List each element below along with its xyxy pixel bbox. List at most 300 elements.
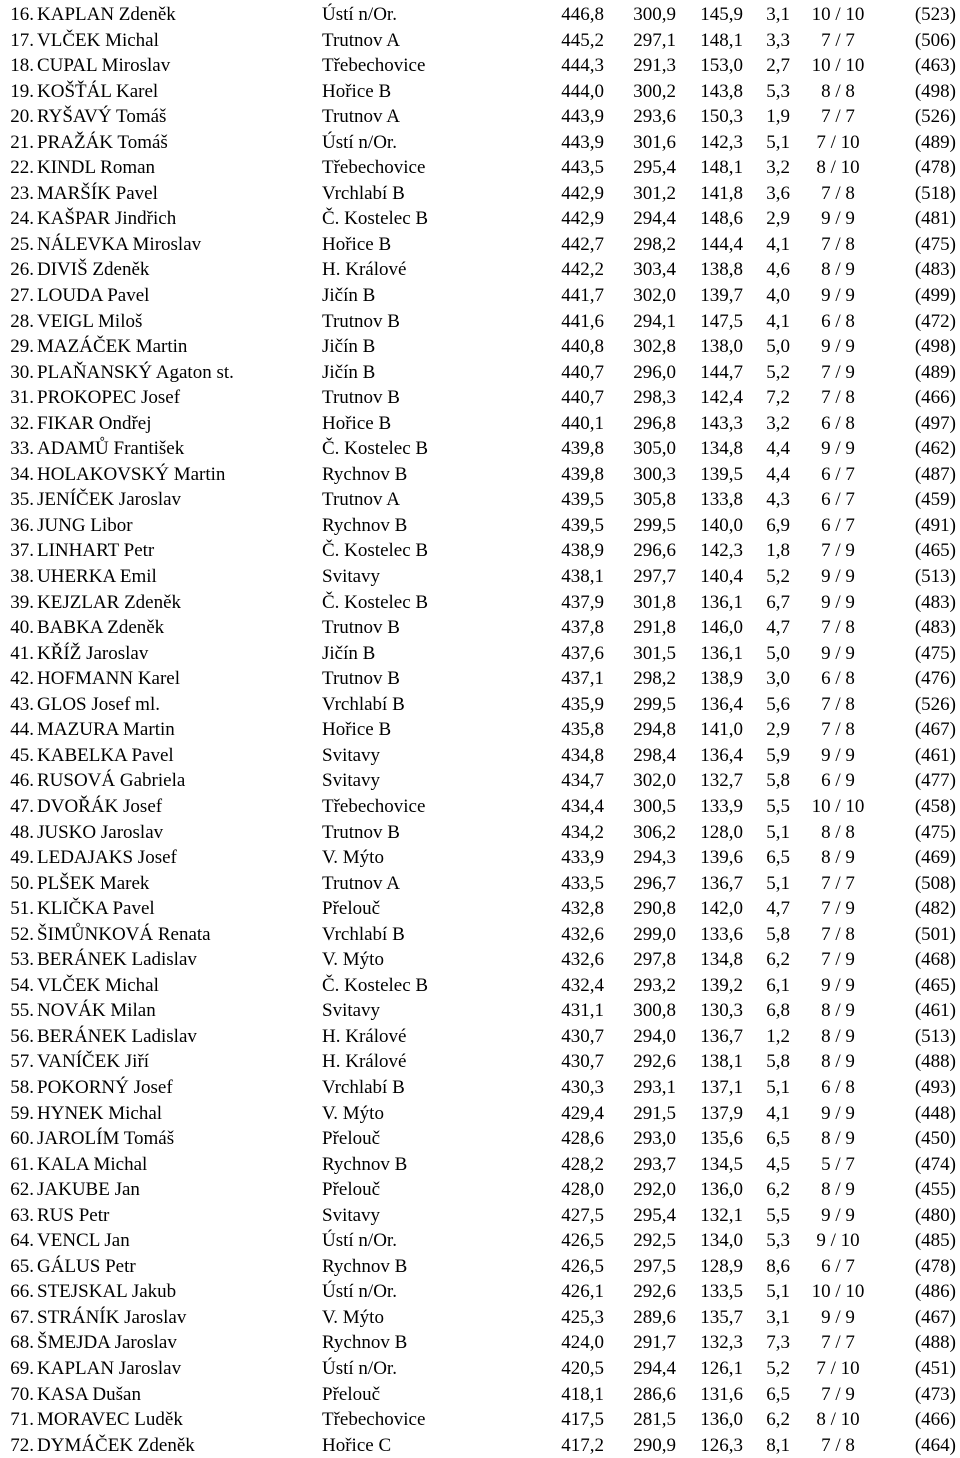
average-full: 305,8	[633, 489, 676, 511]
rank: 23.	[10, 182, 34, 204]
rank: 30.	[10, 361, 34, 383]
rank: 46.	[10, 770, 34, 792]
games-played: 7 / 9	[821, 361, 855, 383]
average-clearing: 137,9	[700, 1102, 743, 1124]
average-misses: 4,6	[766, 259, 790, 281]
table-row	[0, 922, 960, 948]
average-full: 301,8	[633, 591, 676, 613]
average-full: 299,5	[633, 514, 676, 536]
player-name: STRÁNÍK Jaroslav	[37, 1306, 187, 1328]
player-name: KLIČKA Pavel	[37, 898, 155, 920]
rank: 43.	[10, 693, 34, 715]
average-total: 439,5	[561, 514, 604, 536]
average-clearing: 134,8	[700, 438, 743, 460]
rank: 40.	[10, 617, 34, 639]
average-misses: 8,6	[766, 1255, 790, 1277]
club: Trutnov A	[322, 489, 400, 511]
table-row	[0, 845, 960, 871]
average-clearing: 136,7	[700, 872, 743, 894]
rank: 54.	[10, 974, 34, 996]
rank: 59.	[10, 1102, 34, 1124]
player-name: DIVIŠ Zdeněk	[37, 259, 150, 281]
games-played: 7 / 9	[821, 898, 855, 920]
average-full: 298,2	[633, 668, 676, 690]
average-clearing: 133,6	[700, 923, 743, 945]
rank: 20.	[10, 106, 34, 128]
player-name: NOVÁK Milan	[37, 1000, 156, 1022]
rank: 44.	[10, 719, 34, 741]
player-name: VLČEK Michal	[37, 974, 159, 996]
best-result: (499)	[914, 285, 956, 307]
best-result: (448)	[914, 1102, 956, 1124]
player-name: VENCL Jan	[37, 1230, 130, 1252]
best-result: (472)	[914, 310, 956, 332]
table-row	[0, 1075, 960, 1101]
rank: 51.	[10, 898, 34, 920]
best-result: (483)	[914, 591, 956, 613]
games-played: 8 / 9	[821, 847, 855, 869]
games-played: 9 / 9	[821, 1306, 855, 1328]
club: H. Králové	[322, 1025, 407, 1047]
rank: 29.	[10, 336, 34, 358]
best-result: (501)	[914, 923, 956, 945]
table-row	[0, 283, 960, 309]
player-name: NÁLEVKA Miroslav	[37, 233, 202, 255]
rank: 35.	[10, 489, 34, 511]
player-name: PLAŇANSKÝ Agaton st.	[37, 361, 234, 383]
average-full: 299,5	[633, 693, 676, 715]
player-name: CUPAL Miroslav	[37, 55, 171, 77]
club: Třebechovice	[322, 795, 426, 817]
average-total: 434,2	[561, 821, 604, 843]
table-row	[0, 1152, 960, 1178]
average-full: 301,2	[633, 182, 676, 204]
player-name: KAPLAN Zdeněk	[37, 4, 176, 25]
average-clearing: 128,9	[700, 1255, 743, 1277]
club: Ústí n/Or.	[322, 1357, 397, 1379]
games-played: 9 / 9	[821, 1204, 855, 1226]
table-row	[0, 1305, 960, 1331]
player-name: MAZÁČEK Martin	[37, 336, 188, 358]
games-played: 9 / 9	[821, 642, 855, 664]
rank: 33.	[10, 438, 34, 460]
club: Rychnov B	[322, 1332, 408, 1354]
table-row	[0, 1024, 960, 1050]
average-total: 433,5	[561, 872, 604, 894]
average-clearing: 144,7	[700, 361, 743, 383]
player-name: KEJZLAR Zdeněk	[37, 591, 182, 613]
average-clearing: 128,0	[700, 821, 743, 843]
best-result: (488)	[914, 1332, 956, 1354]
average-misses: 8,1	[766, 1434, 790, 1456]
average-misses: 6,9	[766, 514, 790, 536]
table-row	[0, 896, 960, 922]
average-full: 299,0	[633, 923, 676, 945]
club: V. Mýto	[322, 949, 384, 971]
average-full: 297,1	[633, 29, 676, 51]
best-result: (475)	[914, 821, 956, 843]
best-result: (485)	[914, 1230, 956, 1252]
games-played: 7 / 7	[821, 1332, 855, 1354]
average-full: 296,7	[633, 872, 676, 894]
average-misses: 4,1	[766, 233, 790, 255]
average-total: 431,1	[561, 1000, 604, 1022]
average-full: 293,0	[633, 1128, 676, 1150]
club: Svitavy	[322, 770, 381, 792]
average-misses: 5,8	[766, 770, 790, 792]
average-clearing: 148,6	[700, 208, 743, 230]
table-row	[0, 155, 960, 181]
average-clearing: 136,0	[700, 1409, 743, 1431]
average-full: 291,7	[633, 1332, 676, 1354]
table-row	[0, 257, 960, 283]
table-row	[0, 615, 960, 641]
best-result: (455)	[914, 1179, 956, 1201]
average-misses: 5,5	[766, 795, 790, 817]
average-full: 297,5	[633, 1255, 676, 1277]
average-full: 296,8	[633, 412, 676, 434]
player-name: VLČEK Michal	[37, 29, 159, 51]
player-name: LEDAJAKS Josef	[37, 847, 177, 869]
table-row	[0, 1356, 960, 1382]
games-played: 9 / 9	[821, 591, 855, 613]
average-misses: 5,8	[766, 1051, 790, 1073]
average-clearing: 141,0	[700, 719, 743, 741]
average-clearing: 148,1	[700, 157, 743, 179]
average-clearing: 131,6	[700, 1383, 743, 1405]
player-name: JENÍČEK Jaroslav	[37, 489, 182, 511]
average-total: 426,5	[561, 1230, 604, 1252]
average-misses: 5,3	[766, 1230, 790, 1252]
best-result: (468)	[914, 949, 956, 971]
club: Trutnov B	[322, 821, 400, 843]
club: Jičín B	[322, 336, 376, 358]
average-misses: 3,2	[766, 412, 790, 434]
average-clearing: 142,3	[700, 131, 743, 153]
average-clearing: 138,1	[700, 1051, 743, 1073]
average-clearing: 136,7	[700, 1025, 743, 1047]
average-total: 420,5	[561, 1357, 604, 1379]
table-row	[0, 462, 960, 488]
rank: 63.	[10, 1204, 34, 1226]
games-played: 7 / 8	[821, 1434, 855, 1456]
average-misses: 3,6	[766, 182, 790, 204]
average-total: 435,9	[561, 693, 604, 715]
average-misses: 5,8	[766, 923, 790, 945]
table-row	[0, 1049, 960, 1075]
average-full: 297,7	[633, 566, 676, 588]
table-row	[0, 232, 960, 258]
average-clearing: 133,8	[700, 489, 743, 511]
average-total: 434,4	[561, 795, 604, 817]
table-row	[0, 487, 960, 513]
rank: 42.	[10, 668, 34, 690]
average-full: 300,8	[633, 1000, 676, 1022]
average-total: 443,9	[561, 131, 604, 153]
best-result: (473)	[914, 1383, 956, 1405]
table-row	[0, 717, 960, 743]
rank: 71.	[10, 1409, 34, 1431]
rank: 37.	[10, 540, 34, 562]
rank: 72.	[10, 1434, 34, 1456]
table-row	[0, 1279, 960, 1305]
average-full: 302,0	[633, 285, 676, 307]
table-row	[0, 1177, 960, 1203]
average-full: 293,2	[633, 974, 676, 996]
club: Č. Kostelec B	[322, 540, 429, 562]
club: Ústí n/Or.	[322, 4, 397, 25]
average-total: 444,0	[561, 80, 604, 102]
rank: 39.	[10, 591, 34, 613]
rank: 22.	[10, 157, 34, 179]
rank: 66.	[10, 1281, 34, 1303]
rank: 16.	[10, 4, 34, 25]
best-result: (482)	[914, 898, 956, 920]
best-result: (497)	[914, 412, 956, 434]
average-clearing: 136,1	[700, 591, 743, 613]
rank: 49.	[10, 847, 34, 869]
games-played: 7 / 10	[816, 131, 860, 153]
best-result: (450)	[914, 1128, 956, 1150]
rank: 36.	[10, 514, 34, 536]
games-played: 8 / 8	[821, 80, 855, 102]
best-result: (489)	[914, 131, 956, 153]
average-clearing: 142,4	[700, 387, 743, 409]
average-total: 442,2	[561, 259, 604, 281]
average-total: 439,5	[561, 489, 604, 511]
best-result: (469)	[914, 847, 956, 869]
average-clearing: 139,5	[700, 463, 743, 485]
average-clearing: 139,2	[700, 974, 743, 996]
average-full: 294,4	[633, 208, 676, 230]
games-played: 7 / 9	[821, 1383, 855, 1405]
club: Hořice B	[322, 80, 392, 102]
games-played: 9 / 9	[821, 438, 855, 460]
club: Ústí n/Or.	[322, 131, 397, 153]
average-total: 430,7	[561, 1025, 604, 1047]
player-name: KASA Dušan	[37, 1383, 141, 1405]
average-full: 301,6	[633, 131, 676, 153]
games-played: 6 / 7	[821, 489, 855, 511]
table-row	[0, 360, 960, 386]
table-row	[0, 181, 960, 207]
average-full: 293,1	[633, 1076, 676, 1098]
rank: 19.	[10, 80, 34, 102]
rank: 62.	[10, 1179, 34, 1201]
table-row	[0, 2, 960, 28]
average-clearing: 147,5	[700, 310, 743, 332]
average-clearing: 132,7	[700, 770, 743, 792]
best-result: (463)	[914, 55, 956, 77]
average-clearing: 143,3	[700, 412, 743, 434]
average-total: 432,4	[561, 974, 604, 996]
average-total: 443,5	[561, 157, 604, 179]
average-total: 439,8	[561, 438, 604, 460]
average-clearing: 148,1	[700, 29, 743, 51]
average-misses: 5,2	[766, 566, 790, 588]
average-total: 424,0	[561, 1332, 604, 1354]
average-full: 296,0	[633, 361, 676, 383]
average-misses: 1,2	[766, 1025, 790, 1047]
table-row	[0, 1330, 960, 1356]
average-misses: 4,7	[766, 898, 790, 920]
games-played: 8 / 9	[821, 1128, 855, 1150]
best-result: (477)	[914, 770, 956, 792]
games-played: 9 / 9	[821, 336, 855, 358]
average-clearing: 139,6	[700, 847, 743, 869]
player-name: PRAŽÁK Tomáš	[37, 131, 168, 153]
table-row	[0, 998, 960, 1024]
average-total: 417,2	[561, 1434, 604, 1456]
rank: 26.	[10, 259, 34, 281]
player-name: HOLAKOVSKÝ Martin	[37, 463, 226, 485]
player-name: GLOS Josef ml.	[37, 693, 160, 715]
player-name: BABKA Zdeněk	[37, 617, 165, 639]
average-full: 291,3	[633, 55, 676, 77]
best-result: (526)	[914, 106, 956, 128]
average-total: 441,6	[561, 310, 604, 332]
games-played: 10 / 10	[811, 55, 865, 77]
games-played: 9 / 9	[821, 285, 855, 307]
games-played: 7 / 8	[821, 233, 855, 255]
player-name: VEIGL Miloš	[37, 310, 143, 332]
best-result: (483)	[914, 259, 956, 281]
club: H. Králové	[322, 259, 407, 281]
table-row	[0, 564, 960, 590]
average-clearing: 136,4	[700, 744, 743, 766]
average-total: 432,6	[561, 949, 604, 971]
average-total: 428,6	[561, 1128, 604, 1150]
average-full: 290,8	[633, 898, 676, 920]
average-clearing: 146,0	[700, 617, 743, 639]
rank: 64.	[10, 1230, 34, 1252]
best-result: (480)	[914, 1204, 956, 1226]
table-row	[0, 743, 960, 769]
rank: 61.	[10, 1153, 34, 1175]
games-played: 9 / 10	[816, 1230, 860, 1252]
rank: 41.	[10, 642, 34, 664]
average-total: 444,3	[561, 55, 604, 77]
rank: 45.	[10, 744, 34, 766]
best-result: (478)	[914, 1255, 956, 1277]
games-played: 7 / 8	[821, 923, 855, 945]
average-misses: 4,5	[766, 1153, 790, 1175]
average-misses: 4,7	[766, 617, 790, 639]
club: Rychnov B	[322, 1255, 408, 1277]
average-total: 429,4	[561, 1102, 604, 1124]
average-full: 294,4	[633, 1357, 676, 1379]
games-played: 6 / 8	[821, 310, 855, 332]
average-total: 426,5	[561, 1255, 604, 1277]
club: Přelouč	[322, 1128, 381, 1150]
club: Ústí n/Or.	[322, 1281, 397, 1303]
average-misses: 7,3	[766, 1332, 790, 1354]
best-result: (488)	[914, 1051, 956, 1073]
player-name: KOŠŤÁL Karel	[37, 80, 159, 102]
table-row	[0, 309, 960, 335]
best-result: (467)	[914, 1306, 956, 1328]
average-full: 292,0	[633, 1179, 676, 1201]
average-misses: 2,7	[766, 55, 790, 77]
average-total: 432,8	[561, 898, 604, 920]
average-full: 292,6	[633, 1281, 676, 1303]
club: Vrchlabí B	[322, 693, 405, 715]
average-full: 293,7	[633, 1153, 676, 1175]
average-full: 292,5	[633, 1230, 676, 1252]
club: Třebechovice	[322, 55, 426, 77]
average-total: 428,2	[561, 1153, 604, 1175]
average-clearing: 133,5	[700, 1281, 743, 1303]
average-total: 438,1	[561, 566, 604, 588]
club: Jičín B	[322, 361, 376, 383]
player-name: PLŠEK Marek	[37, 872, 150, 894]
average-clearing: 141,8	[700, 182, 743, 204]
average-misses: 5,2	[766, 1357, 790, 1379]
best-result: (481)	[914, 208, 956, 230]
best-result: (526)	[914, 693, 956, 715]
average-full: 297,8	[633, 949, 676, 971]
player-name: JUSKO Jaroslav	[37, 821, 164, 843]
table-row	[0, 411, 960, 437]
average-misses: 4,0	[766, 285, 790, 307]
club: Vrchlabí B	[322, 923, 405, 945]
table-row	[0, 1407, 960, 1433]
average-misses: 4,3	[766, 489, 790, 511]
average-misses: 7,2	[766, 387, 790, 409]
average-total: 440,1	[561, 412, 604, 434]
table-row	[0, 973, 960, 999]
player-name: GÁLUS Petr	[37, 1255, 136, 1277]
average-total: 437,9	[561, 591, 604, 613]
average-full: 305,0	[633, 438, 676, 460]
average-full: 298,3	[633, 387, 676, 409]
average-full: 296,6	[633, 540, 676, 562]
games-played: 7 / 9	[821, 949, 855, 971]
average-misses: 4,4	[766, 463, 790, 485]
average-misses: 3,2	[766, 157, 790, 179]
rank: 55.	[10, 1000, 34, 1022]
player-name: ŠIMŮNKOVÁ Renata	[37, 923, 211, 945]
best-result: (461)	[914, 744, 956, 766]
average-misses: 4,4	[766, 438, 790, 460]
rank: 56.	[10, 1025, 34, 1047]
average-full: 295,4	[633, 157, 676, 179]
club: Trutnov A	[322, 106, 400, 128]
average-clearing: 145,9	[700, 4, 743, 25]
table-row	[0, 104, 960, 130]
club: Ústí n/Or.	[322, 1230, 397, 1252]
player-name: DYMÁČEK Zdeněk	[37, 1434, 195, 1456]
player-name: UHERKA Emil	[37, 566, 157, 588]
average-full: 295,4	[633, 1204, 676, 1226]
club: V. Mýto	[322, 847, 384, 869]
rank: 65.	[10, 1255, 34, 1277]
table-row	[0, 513, 960, 539]
best-result: (474)	[914, 1153, 956, 1175]
best-result: (506)	[914, 29, 956, 51]
average-clearing: 130,3	[700, 1000, 743, 1022]
average-full: 290,9	[633, 1434, 676, 1456]
best-result: (478)	[914, 157, 956, 179]
average-misses: 4,1	[766, 1102, 790, 1124]
average-misses: 5,2	[766, 361, 790, 383]
games-played: 8 / 9	[821, 259, 855, 281]
average-misses: 6,5	[766, 1383, 790, 1405]
average-full: 302,8	[633, 336, 676, 358]
average-total: 440,8	[561, 336, 604, 358]
average-misses: 3,3	[766, 29, 790, 51]
average-misses: 5,1	[766, 1281, 790, 1303]
